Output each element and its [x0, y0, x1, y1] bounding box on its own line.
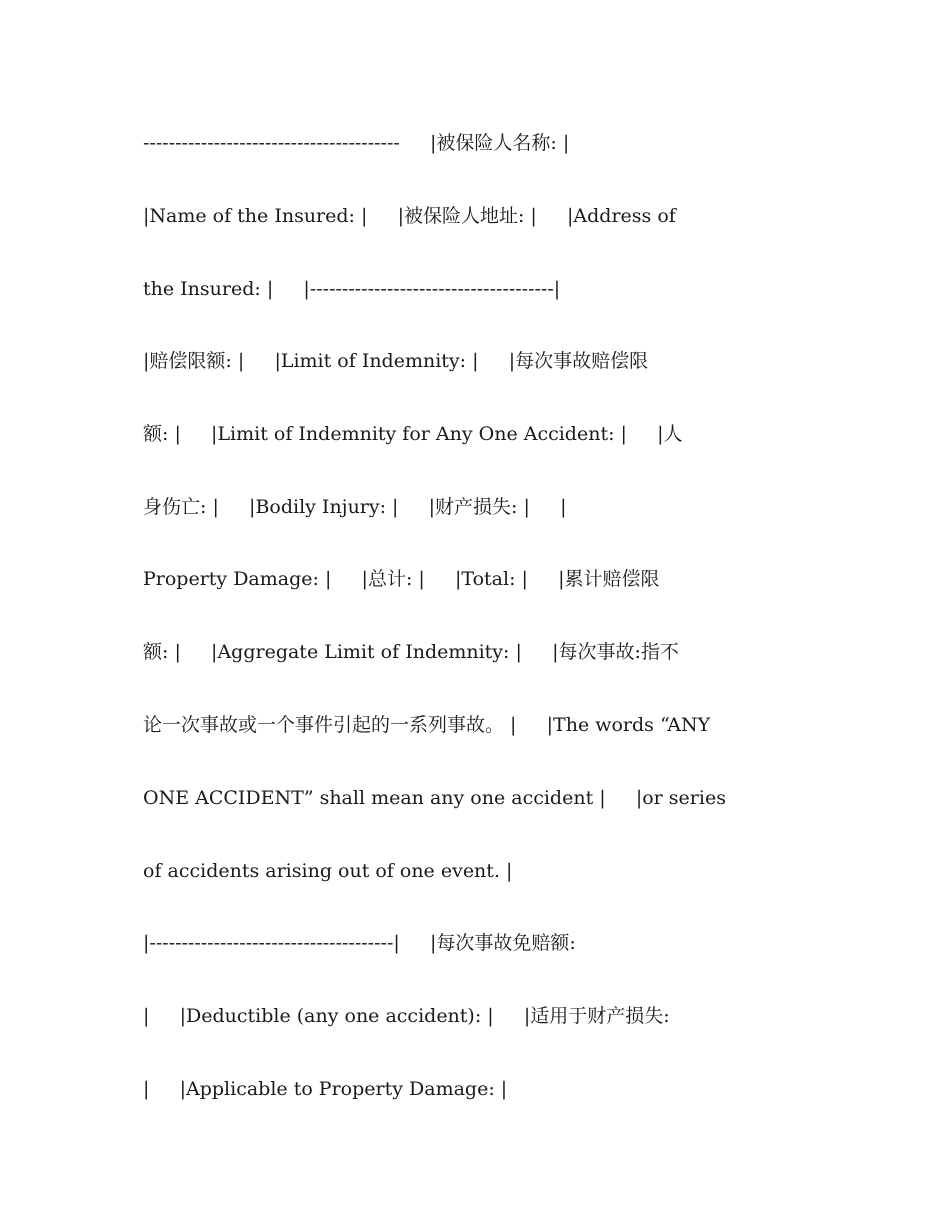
text-line: Property Damage: | |总计: | |Total: | |累计赔偿限	[143, 568, 660, 590]
text-line: |Name of the Insured: | |被保险人地址: | |Address of	[143, 205, 676, 227]
text-line: of accidents arising out of one event. |	[143, 860, 513, 882]
text-line: | |Deductible (any one accident): | |适用于财产损失:	[143, 1005, 670, 1027]
text-line: 身伤亡: | |Bodily Injury: | |财产损失: | |	[143, 496, 567, 518]
text-line: |赔偿限额: | |Limit of Indemnity: | |每次事故赔偿限	[143, 350, 649, 372]
text-line: | |Applicable to Property Damage: |	[143, 1078, 508, 1100]
text-line: |--------------------------------------| |每次事故免赔额:	[143, 932, 576, 954]
text-line: 论一次事故或一个事件引起的一系列事故。 | |The words “ANY	[143, 714, 711, 736]
text-line: 额: | |Aggregate Limit of Indemnity: | |每次事故:指不	[143, 641, 679, 663]
text-line: ---------------------------------------- |被保险人名称: |	[143, 132, 570, 154]
text-line: ONE ACCIDENT” shall mean any one accident | |or series	[143, 787, 726, 809]
text-line: 额: | |Limit of Indemnity for Any One Accident: | |人	[143, 423, 683, 445]
text-line: the Insured: | |--------------------------------------|	[143, 278, 561, 300]
